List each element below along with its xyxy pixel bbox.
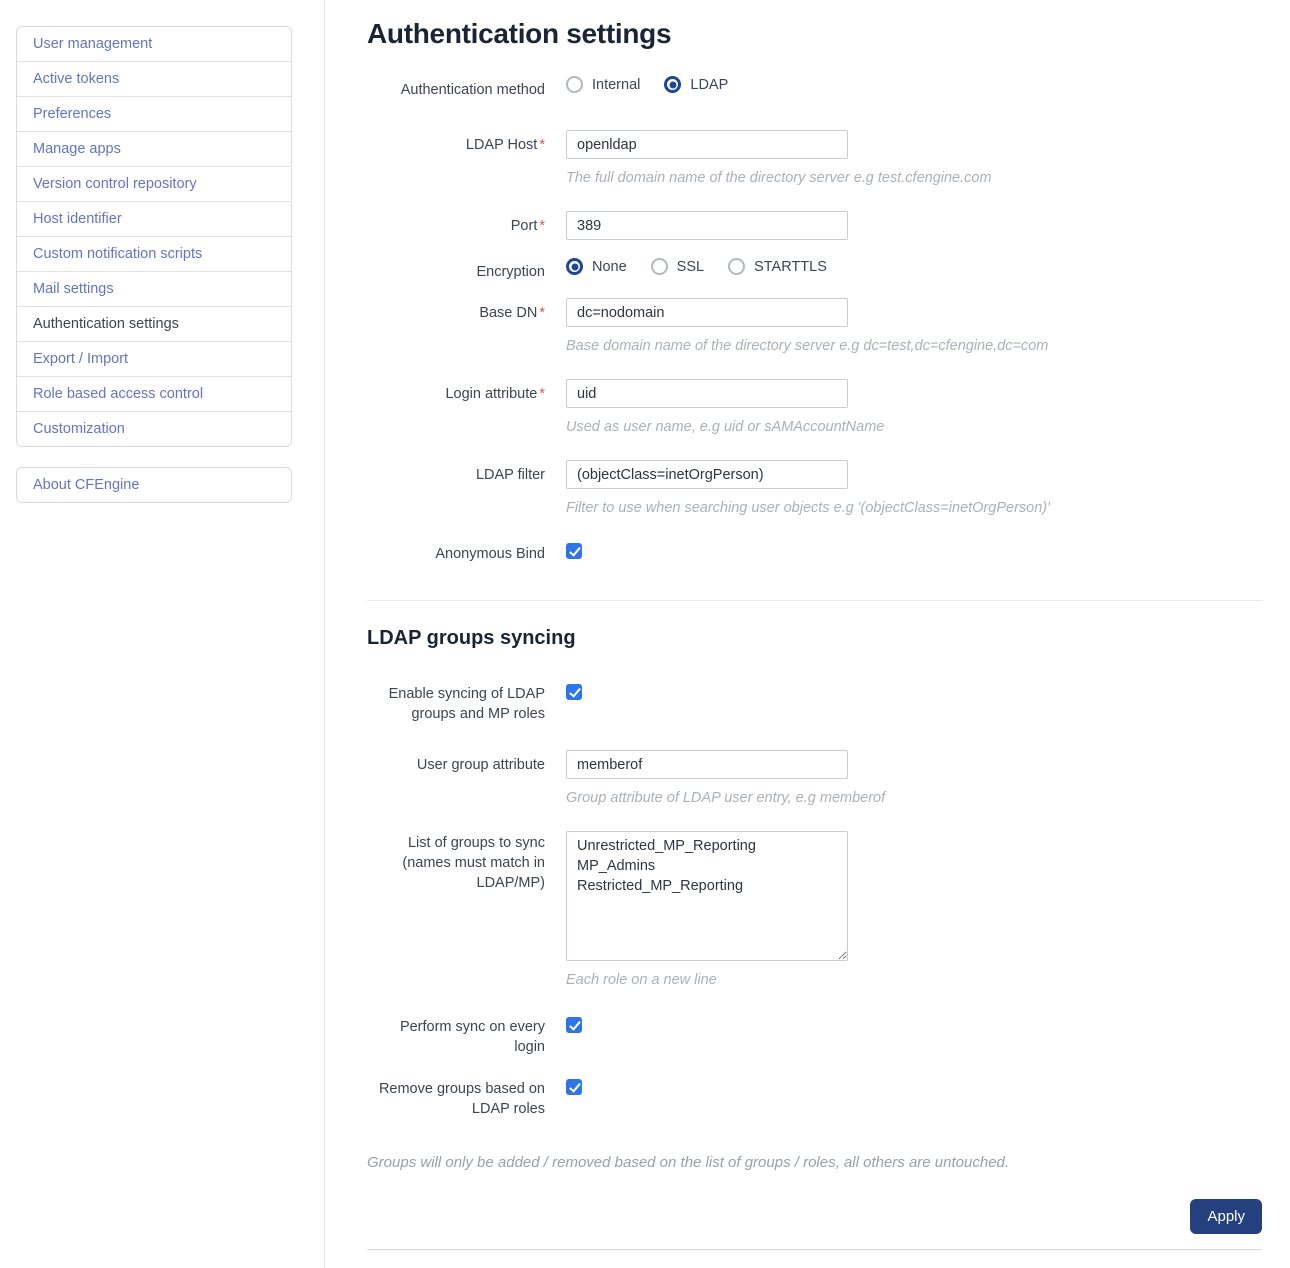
port-row (367, 211, 1262, 240)
sidebar-item-role-based-access-control[interactable]: Role based access control (17, 376, 291, 411)
radio-ldap-label: LDAP (690, 76, 729, 93)
radio-starttls[interactable] (728, 258, 745, 275)
required-asterisk: * (539, 218, 545, 234)
encryption-none-option[interactable] (566, 258, 627, 275)
anonymous-bind-row (367, 541, 1262, 564)
login-attribute-row (367, 379, 1262, 436)
anonymous-bind-checkbox[interactable] (566, 543, 582, 559)
groups-list-label: List of groups to sync (names must match in LDAP/MP) (402, 835, 545, 891)
encryption-label: Encryption (476, 264, 545, 280)
port-label: Port * (510, 218, 545, 234)
base-dn-label: Base DN * (479, 305, 545, 321)
login-attribute-label: Login attribute * (445, 386, 545, 402)
groups-list-row (367, 831, 1262, 989)
enable-sync-checkbox[interactable] (566, 684, 582, 700)
base-dn-row (367, 298, 1262, 355)
user-group-attribute-help: Group attribute of LDAP user entry, e.g memberof (566, 790, 886, 806)
user-group-attribute-input[interactable] (566, 750, 848, 779)
perform-sync-checkbox[interactable] (566, 1017, 582, 1033)
sidebar-item-version-control-repository[interactable]: Version control repository (17, 166, 291, 201)
ldap-host-label: LDAP Host * (465, 137, 545, 153)
user-group-attribute-row (367, 750, 1262, 807)
encryption-radio-group (566, 258, 1262, 275)
remove-groups-label: Remove groups based on LDAP roles (378, 1081, 545, 1117)
auth-method-internal-option[interactable] (566, 76, 640, 93)
page-title: Authentication settings (367, 18, 672, 49)
sidebar-item-manage-apps[interactable]: Manage apps (17, 131, 291, 166)
ldap-host-row (367, 130, 1262, 187)
apply-row (367, 1199, 1262, 1234)
auth-method-label: Authentication method (400, 82, 545, 98)
auth-method-ldap-option[interactable] (664, 76, 728, 93)
about-nav (16, 467, 292, 503)
radio-ldap[interactable] (664, 76, 681, 93)
auth-method-radio-group (566, 76, 1262, 93)
login-attribute-help: Used as user name, e.g uid or sAMAccountName (566, 419, 885, 435)
sidebar-item-export-import[interactable]: Export / Import (17, 341, 291, 376)
sidebar-item-customization[interactable]: Customization (17, 411, 291, 446)
section-divider (367, 600, 1262, 601)
encryption-starttls-option[interactable] (728, 258, 827, 275)
user-group-attribute-label: User group attribute (416, 757, 545, 773)
radio-none-label: None (592, 258, 627, 275)
ldap-host-help: The full domain name of the directory server e.g test.cfengine.com (566, 170, 992, 186)
radio-internal[interactable] (566, 76, 583, 93)
base-dn-input[interactable] (566, 298, 848, 327)
ldap-filter-help: Filter to use when searching user objects e.g '(objectClass=inetOrgPerson)' (566, 500, 1050, 516)
auth-method-row (367, 76, 1262, 100)
sidebar-item-mail-settings[interactable]: Mail settings (17, 271, 291, 306)
anonymous-bind-label: Anonymous Bind (435, 546, 545, 562)
required-asterisk: * (539, 386, 545, 402)
enable-sync-label: Enable syncing of LDAP groups and MP roles (388, 686, 545, 722)
radio-ssl-label: SSL (676, 258, 705, 275)
radio-internal-label: Internal (592, 76, 641, 93)
groups-list-help: Each role on a new line (566, 972, 717, 988)
remove-groups-checkbox[interactable] (566, 1079, 582, 1095)
main-content (325, 0, 1290, 1268)
sidebar-item-authentication-settings[interactable]: Authentication settings (17, 306, 291, 341)
radio-starttls-label: STARTTLS (754, 258, 827, 275)
sidebar-item-active-tokens[interactable]: Active tokens (17, 61, 291, 96)
sidebar-item-user-management[interactable]: User management (33, 36, 153, 52)
ldap-host-input[interactable] (566, 130, 848, 159)
sidebar-item-host-identifier[interactable]: Host identifier (17, 201, 291, 236)
apply-button[interactable]: Apply (1190, 1199, 1262, 1234)
port-input[interactable] (566, 211, 848, 240)
ldap-filter-input[interactable] (566, 460, 848, 489)
remove-groups-row (367, 1079, 1262, 1119)
perform-sync-row (367, 1017, 1262, 1057)
perform-sync-label: Perform sync on every login (399, 1019, 545, 1055)
groups-list-textarea[interactable] (566, 831, 848, 961)
sidebar-item-preferences[interactable]: Preferences (17, 96, 291, 131)
settings-nav (16, 26, 292, 447)
sync-note: Groups will only be added / removed based on the list of groups / roles, all others are untouched. (367, 1154, 1010, 1171)
sidebar-item-about-cfengine[interactable]: About CFEngine (33, 477, 140, 493)
required-asterisk: * (539, 305, 545, 321)
radio-ssl[interactable] (651, 258, 668, 275)
radio-none[interactable] (566, 258, 583, 275)
encryption-ssl-option[interactable] (651, 258, 704, 275)
encryption-row (367, 258, 1262, 282)
ldap-filter-row (367, 460, 1262, 517)
ldap-groups-syncing-title: LDAP groups syncing (367, 627, 576, 649)
sidebar-item-custom-notification-scripts[interactable]: Custom notification scripts (17, 236, 291, 271)
enable-sync-row (367, 684, 1262, 724)
base-dn-help: Base domain name of the directory server e.g dc=test,dc=cfengine,dc=com (566, 338, 1049, 354)
settings-sidebar (0, 0, 325, 1268)
ldap-filter-label: LDAP filter (475, 467, 545, 483)
required-asterisk: * (539, 137, 545, 153)
login-attribute-input[interactable] (566, 379, 848, 408)
